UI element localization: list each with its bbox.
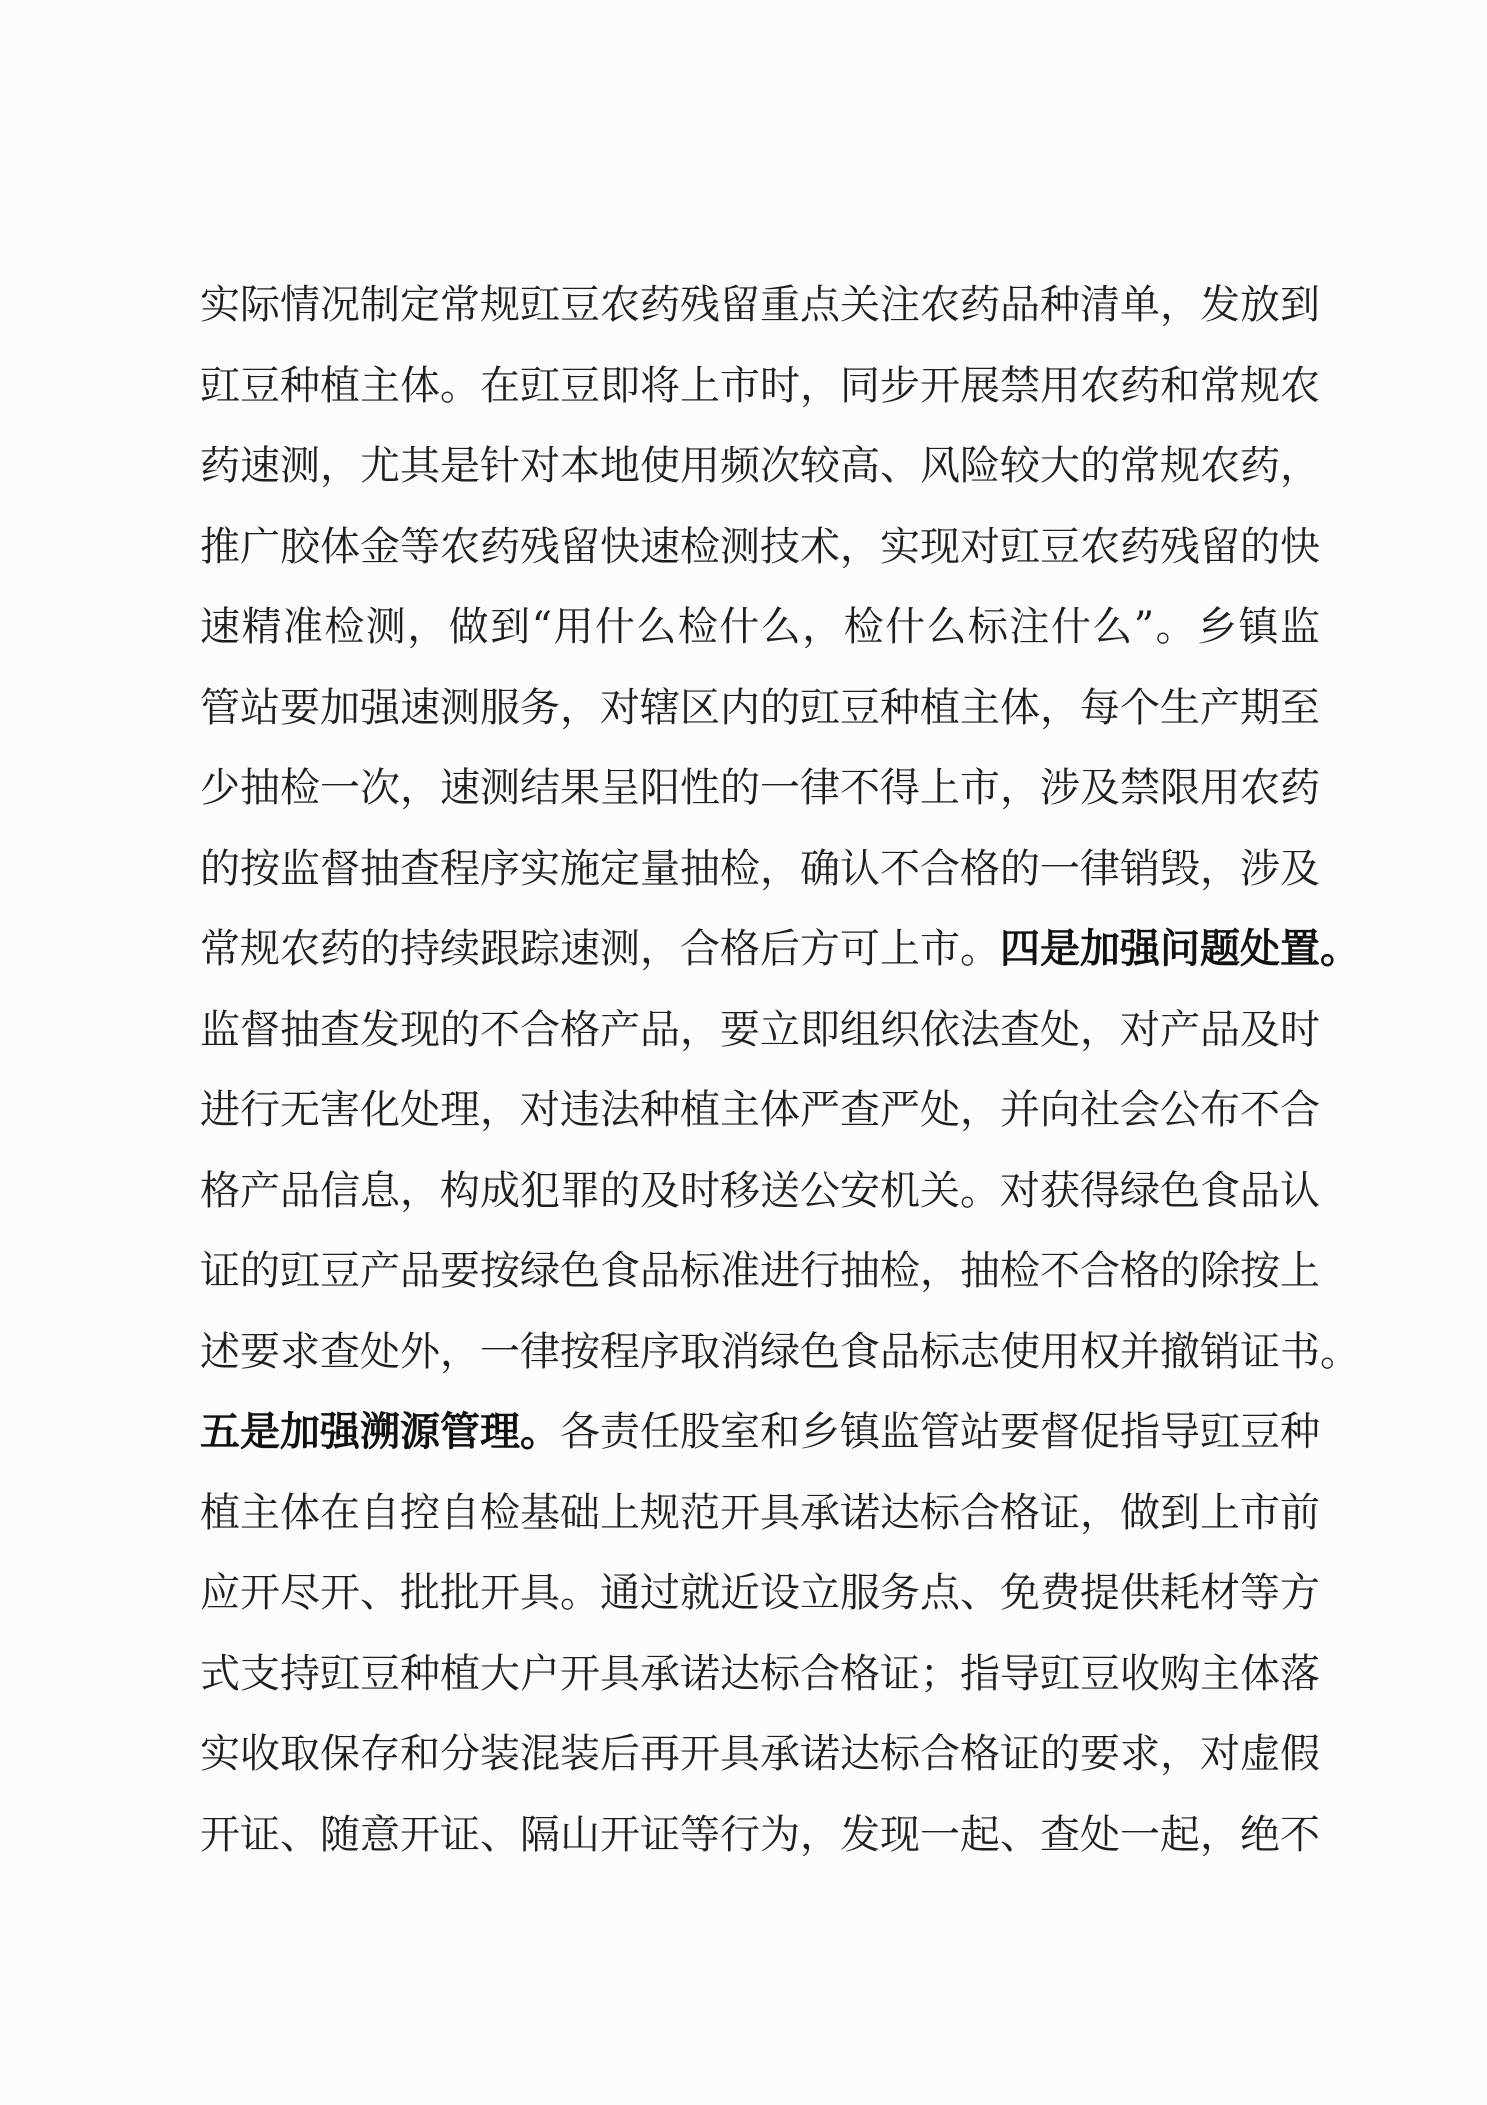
text-line: [200, 507, 1320, 588]
text-segment: 式支持豇豆种植大户开具承诺达标合格证；指导豇豆收购主体落: [200, 1650, 1320, 1697]
text-segment: 实收取保存和分装混装后再开具承诺达标合格证的要求，对虚假: [200, 1731, 1320, 1777]
text-segment: 实际情况制定常规豇豆农药残留重点关注农药品种清单，发放到: [200, 282, 1320, 328]
text-line: [200, 829, 1320, 910]
text-line: [200, 748, 1320, 829]
text-line: [200, 1473, 1320, 1554]
text-line: [200, 265, 1320, 346]
body-text: [200, 265, 1360, 1875]
text-segment: 应开尽开、批批开具。通过就近设立服务点、免费提供耗材等方: [200, 1570, 1320, 1616]
text-segment: 常规农药的持续跟踪速测，合格后方可上市。: [200, 926, 1000, 972]
text-line: [200, 1070, 1320, 1151]
text-segment: 推广胶体金等农药残留快速检测技术，实现对豇豆农药残留的快: [200, 523, 1320, 570]
text-segment: 植主体在自控自检基础上规范开具承诺达标合格证，做到上市前: [200, 1489, 1320, 1536]
text-line: [200, 1553, 1320, 1634]
text-segment: 开证、随意开证、隔山开证等行为，发现一起、查处一起，绝不: [200, 1811, 1320, 1858]
text-line: [200, 1392, 1320, 1473]
text-line: [200, 668, 1320, 749]
text-line: [200, 1634, 1320, 1715]
text-segment: 述要求查处外，一律按程序取消绿色食品标志使用权并撤销证书。: [200, 1328, 1360, 1375]
text-segment: 药速测，尤其是针对本地使用频次较高、风险较大的常规农药，: [200, 443, 1320, 489]
text-segment: 少抽检一次，速测结果呈阳性的一律不得上市，涉及禁限用农药: [200, 765, 1320, 811]
text-segment: 格产品信息，构成犯罪的及时移送公安机关。对获得绿色食品认: [200, 1167, 1320, 1214]
text-segment: 的按监督抽查程序实施定量抽检，确认不合格的一律销毁，涉及: [200, 845, 1320, 892]
section-heading-five: 五是加强溯源管理。: [200, 1408, 560, 1455]
text-segment: 监督抽查发现的不合格产品，要立即组织依法查处，对产品及时: [200, 1006, 1320, 1053]
text-line: [200, 1312, 1360, 1393]
text-segment: 证的豇豆产品要按绿色食品标准进行抽检，抽检不合格的除按上: [200, 1248, 1320, 1294]
text-line: [200, 1714, 1320, 1795]
text-line: [200, 346, 1320, 427]
text-segment: 各责任股室和乡镇监管站要督促指导豇豆种: [560, 1409, 1320, 1455]
text-line: [200, 1231, 1320, 1312]
text-segment: 进行无害化处理，对违法种植主体严查严处，并向社会公布不合: [200, 1087, 1320, 1133]
text-segment: 豇豆种植主体。在豇豆即将上市时，同步开展禁用农药和常规农: [200, 362, 1320, 409]
text-line: [200, 1151, 1320, 1232]
text-segment: 速精准检测，做到“用什么检什么，检什么标注什么”。乡镇监: [200, 604, 1320, 650]
text-line: [200, 1795, 1320, 1876]
text-segment: 管站要加强速测服务，对辖区内的豇豆种植主体，每个生产期至: [200, 684, 1320, 731]
text-line: [200, 587, 1320, 668]
text-line: [200, 909, 1360, 990]
text-line: [200, 990, 1320, 1071]
section-heading-four: 四是加强问题处置。: [1000, 925, 1360, 972]
text-line: [200, 426, 1320, 507]
